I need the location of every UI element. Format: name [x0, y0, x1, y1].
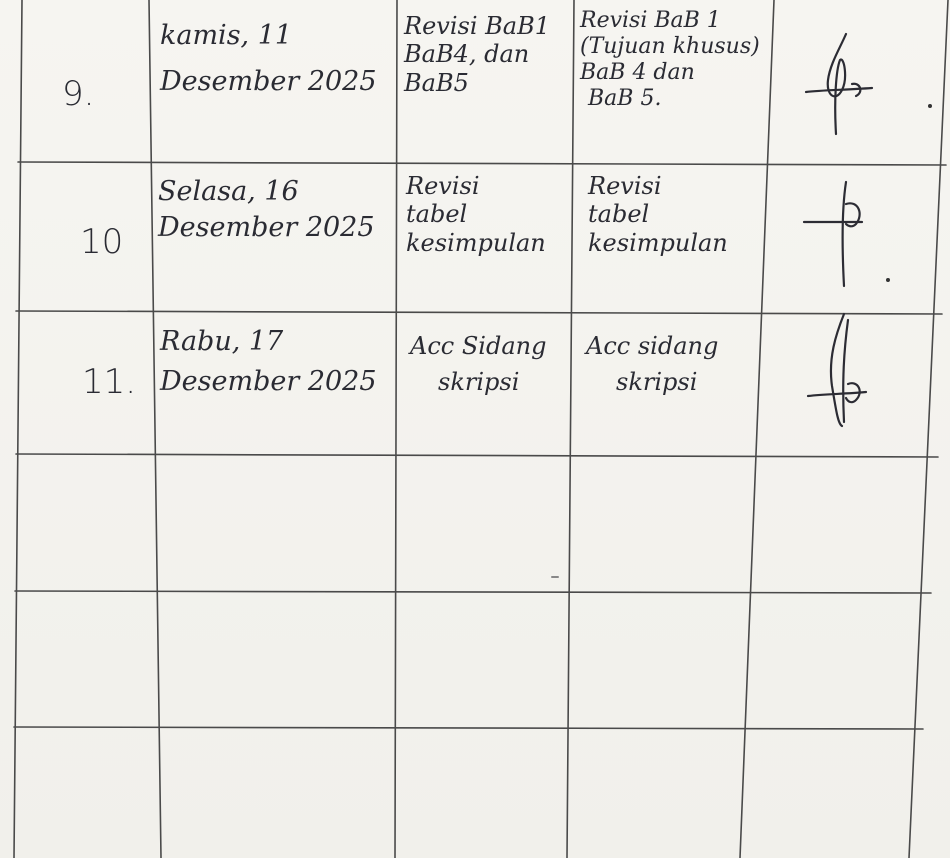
row-rule — [15, 591, 931, 593]
materi-cell — [404, 12, 550, 97]
row-rule — [18, 162, 946, 165]
catatan-cell — [588, 172, 728, 257]
materi-line: skripsi — [438, 368, 520, 397]
ink-dot — [928, 104, 932, 108]
date-day: Selasa, 16 — [158, 176, 299, 207]
paraf-signature — [800, 178, 880, 290]
row-number: 11. — [82, 362, 137, 402]
materi-line: BaB4, dan — [404, 40, 530, 69]
row-rule — [14, 727, 923, 729]
date-day: Rabu, 17 — [160, 326, 284, 357]
catatan-line: BaB 5. — [588, 85, 662, 111]
ink-dot — [886, 278, 890, 282]
date-month-year: Desember 2025 — [160, 365, 377, 397]
materi-line: BaB5 — [404, 68, 469, 97]
materi-cell — [410, 332, 546, 397]
catatan-line: Acc sidang — [586, 332, 719, 360]
row-number: 10 — [80, 222, 124, 262]
paraf-signature — [802, 310, 878, 430]
catatan-line: skripsi — [616, 368, 698, 397]
materi-line: kesimpulan — [406, 228, 546, 257]
catatan-line: Revisi BaB 1 — [580, 8, 721, 33]
paraf-signature — [800, 30, 880, 140]
row-rule — [16, 454, 938, 457]
date-cell — [160, 326, 377, 398]
column-rule — [395, 0, 397, 858]
catatan-line: (Tujuan khusus) — [580, 33, 760, 59]
materi-line: Revisi BaB1 — [404, 12, 550, 40]
catatan-cell — [586, 332, 718, 397]
date-cell — [158, 176, 375, 244]
date-cell — [160, 20, 377, 98]
catatan-cell — [580, 8, 760, 112]
date-day: kamis, 11 — [160, 20, 293, 51]
stray-mark — [551, 576, 559, 578]
column-rule — [14, 0, 22, 858]
materi-line: Revisi — [406, 172, 480, 200]
column-rule — [567, 0, 574, 858]
catatan-line: kesimpulan — [588, 228, 728, 257]
materi-cell — [406, 172, 546, 257]
catatan-line: Revisi — [588, 172, 662, 200]
catatan-line: BaB 4 dan — [580, 59, 695, 85]
row-number: 9. — [62, 74, 95, 114]
date-month-year: Desember 2025 — [160, 65, 377, 97]
catatan-line: tabel — [588, 200, 650, 229]
column-rule — [149, 0, 161, 858]
materi-line: Acc Sidang — [410, 332, 547, 360]
materi-line: tabel — [406, 200, 468, 229]
date-month-year: Desember 2025 — [158, 211, 375, 243]
